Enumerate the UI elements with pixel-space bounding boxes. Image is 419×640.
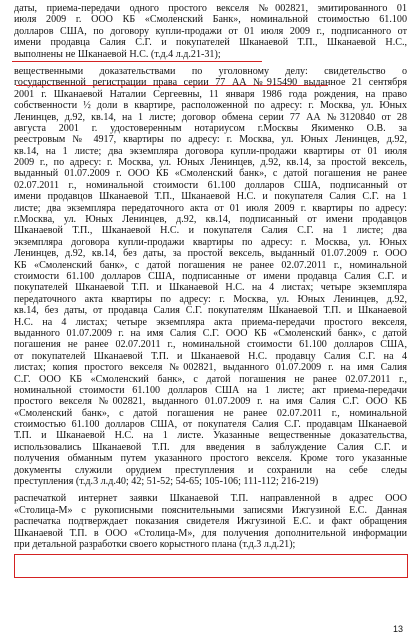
- text-line: экземпляра договора купли-продажи квартиры по адресу: г. Москва, ул. Юных: [14, 236, 407, 248]
- text-line: имени продавца Салия С.Г. и покупателей Шканаевой Т.П., Шканаевой Н.С.,: [14, 37, 407, 49]
- text-line: Ленинцев, д.92, кв.14, без даты, за простой вексель, выданный 01.07.2009 г. ООО: [14, 248, 407, 260]
- text-line: использовались Шканаевой Т.П. для введения в заблуждение Салия С.Г. и: [14, 441, 407, 453]
- text-line: Шканаевой Т.П. в ООО «Столица-М», для получения дополнительной информации: [14, 527, 407, 539]
- paragraph-top: [14, 3, 407, 60]
- text-line: выполнены не Шканаевой Н.С. (т.д.4 л.д.21-31);: [14, 48, 221, 60]
- text-line: долларов США, по договору купли-продажи от 01 июля 2009 г., подписанного от: [14, 25, 407, 37]
- text-line: номинальной стоимости 61.100 долларов США на 1 листе; акт приема-передачи: [14, 384, 407, 396]
- text-line: листах; копия простого векселя №002821, выданного 01.07.2009 г. на имя Салия: [14, 362, 407, 374]
- text-line: документы служили орудием преступления и сохранили на себе следы: [14, 464, 407, 476]
- red-box-request: [14, 554, 408, 578]
- paragraph-internet-request: [14, 493, 407, 550]
- text-line: кв.14, без даты, от продавца Салия С.Г. покупателям Шканаевой Т.П. и Шканаевой: [14, 305, 407, 317]
- text-line: Ленинцев, д.92, кв.14, на 1 листе; договор обмена серии 77 АА №3120840 от 28: [14, 111, 407, 123]
- text-line: государственной регистрации права серии 77 АА №915490 выданное 21 сентября: [14, 77, 407, 89]
- text-line: собственности ½ доли в квартире, расположенной по адресу: г. Москва, ул. Юных: [14, 100, 407, 112]
- text-line-evidence-heading: вещественными доказательствами по уголовному делу: свидетельство о: [14, 65, 407, 77]
- text-line: имени продавцов Шканаевой Т.П., Шканаевой Н.С. и покупателя Салия С.Г. на 1: [14, 191, 407, 203]
- text-line: кв.14, на 1 листе; два экземпляра договора купли-продажи квартиры от 01 июля: [14, 145, 407, 157]
- text-line: распечатка подтверждает показания свидетеля Ижгузиной Е.С. и факт обращения: [14, 516, 407, 528]
- text-line: простого векселя №002821, выданного 01.07.2009 г. на имя Салия С.Г. ООО КБ: [14, 396, 407, 408]
- text-line: Н.С. на 4 листах; четыре экземпляра акта приема-передачи простого векселя,: [14, 316, 407, 328]
- text-line: распечаткой интернет заявки Шканаевой Т.П. направленной в адрес ООО: [14, 493, 407, 505]
- text-line: С.Г. ООО КБ «Смоленский банк», с датой погашения не ранее 02.07.2011 г.,: [14, 373, 407, 385]
- text-line: выданный 01.07.2009 г. ООО КБ «Смоленский банк», с датой погашения не ранее: [14, 168, 407, 180]
- text-line: получения обманным путем указанного простого векселя. Кроме того указанные: [14, 453, 407, 465]
- text-line: Шканаевой Т.П., Шканаевой Н.С. и покупателя Салия С.Г. на 1 листе; два: [14, 225, 407, 237]
- text-line: 02.07.2011 г., номинальной стоимости 61.100 долларов США, подписанный от: [14, 179, 407, 191]
- text-line: «Смоленский банк», с датой погашения не ранее 02.07.2011 г., номинальной: [14, 407, 407, 419]
- text-line: при детальной разработки своего корыстного плана (т.д.3 л.д.21);: [14, 538, 296, 550]
- text-line: июля 2009 г. ООО КБ «Смоленский Банк», номинальной стоимостью 61.100: [14, 14, 407, 26]
- text-line: выданного 01.07.2009 г. на имя Салия С.Г. ООО КБ «Смоленский банк», с датой: [14, 327, 407, 339]
- text-line: августа 2001 г. удостоверенным нотариусом г.Москвы Якименко О.В. за: [14, 122, 407, 134]
- text-line: стоимостью 61.100 долларов США, от покупателя Салия С.Г. продавцам Шканаевой: [14, 419, 407, 431]
- text-line: КБ «Смоленский банк», с датой погашения не ранее 02.07.2011 г., номинальной: [14, 259, 407, 271]
- text-line: г.Москва, ул. Юных Ленинцев, д.92, кв.14, подписанный от имени продавцов: [14, 214, 407, 226]
- page-number: 13: [392, 624, 403, 634]
- text-line: 2001 г. Шканаевой Наталии Сергеевны, 11 января 1986 года рождения, на право: [14, 88, 407, 100]
- text-line: покупателей Шканаевой Т.П. и Шканаевой Н.С. на 4 листах; четыре экземпляра: [14, 282, 407, 294]
- text-line: стоимости 61.100 долларов США, подписанные от имени продавца Салия С.Г. и: [14, 270, 407, 282]
- text-line: даты, приема-передачи одного простого векселя №002821, эмитированного 01: [14, 3, 407, 14]
- text-line: листе; два экземпляра передаточного акта от 01 июля 2009 г. квартиры по адресу:: [14, 202, 407, 214]
- text-line: погашения не ранее 02.07.2011 г., номинальной стоимости 61.100 долларов США,: [14, 339, 407, 351]
- text-line: 2009 г., по адресу: г. Москва, ул. Юных Ленинцев, д.92, кв.14, за простой вексель,: [14, 157, 407, 169]
- text-line: передаточного акта квартиры по адресу: г. Москва, ул. Юных Ленинцев, д.92,: [14, 293, 407, 305]
- text-line: реестровым № 4917, квартиры по адресу: г. Москва, ул. Юных Ленинцев, д.92,: [14, 134, 407, 146]
- text-line: преступления (т.д.3 л.д.40; 42; 51-52; 54-65; 105-106; 111-112; 216-219): [14, 476, 319, 488]
- text-line: от покупателей Шканаевой Т.П. и Шканаевой Н.С. продавцу Салия С.Г. на 4: [14, 350, 407, 362]
- text-line: Т.П. и Шканаевой Н.С. на 1 листе. Указанные вещественные доказательства,: [14, 430, 407, 442]
- paragraph-evidence: [14, 66, 407, 487]
- text-line: «Столица-М» с рукописными пояснительными записями Ижгузиной Е.С. Данная: [14, 504, 407, 516]
